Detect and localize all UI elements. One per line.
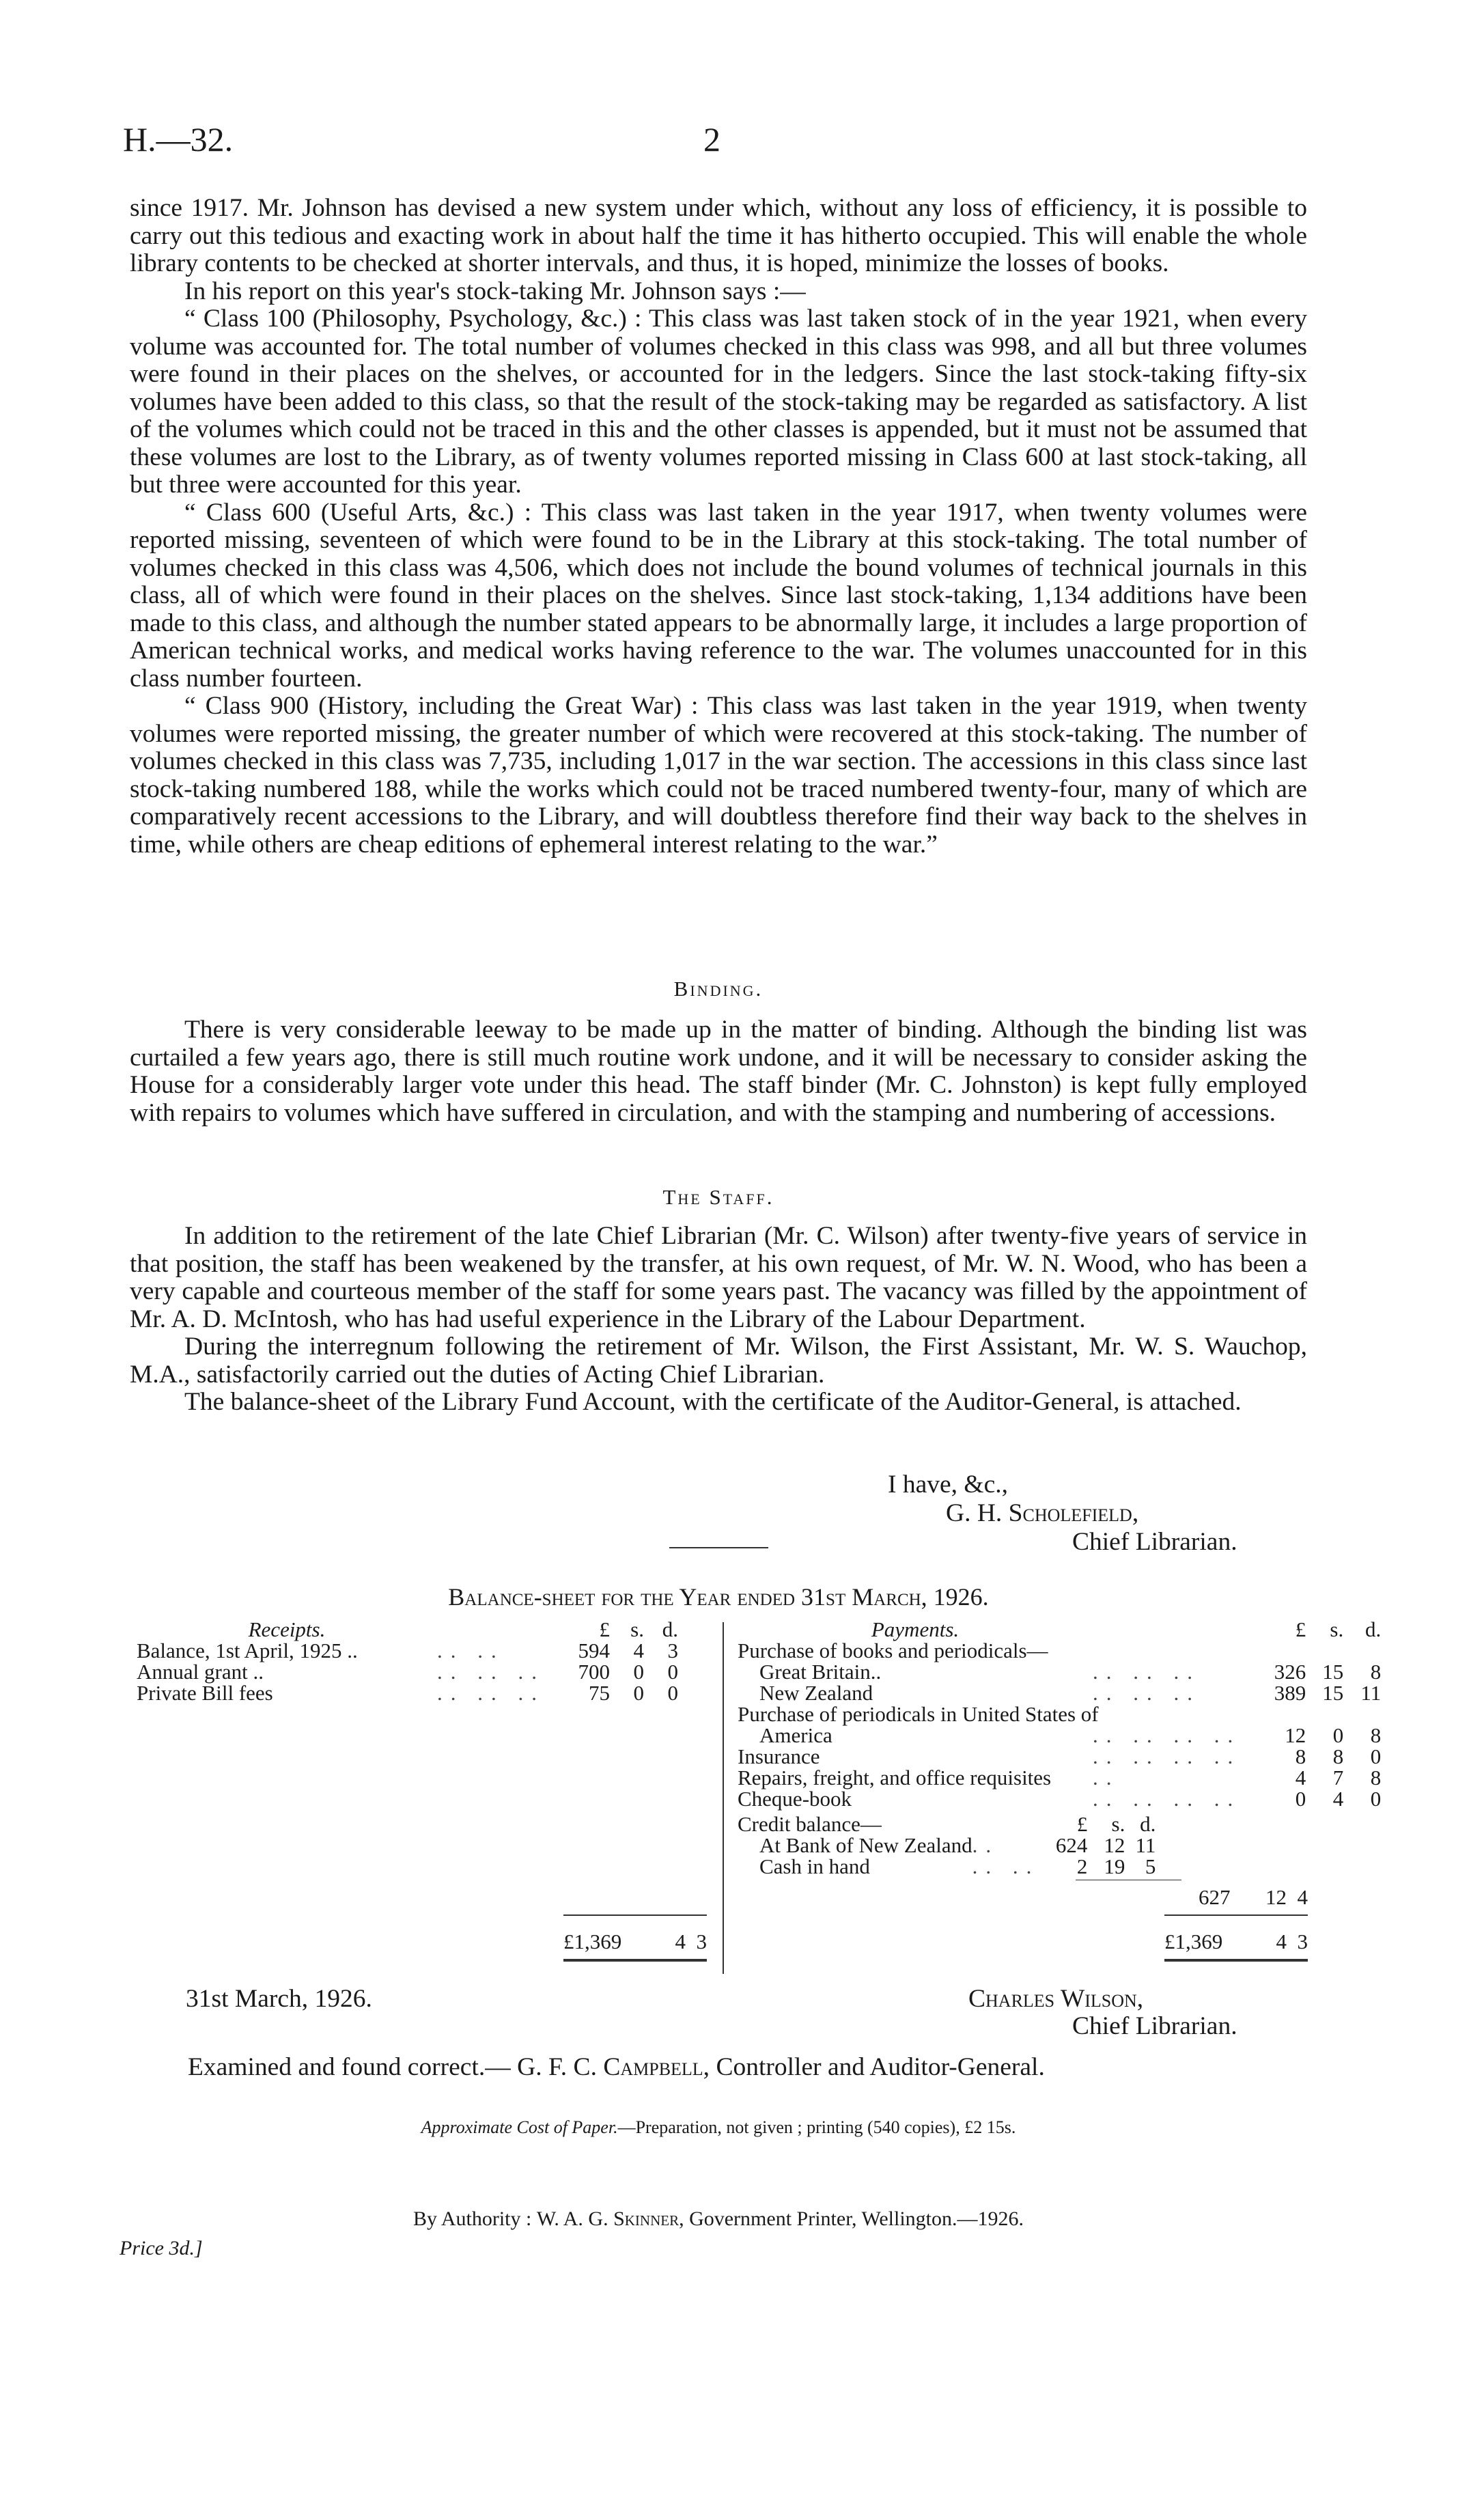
paragraph: During the interregnum following the retirement of Mr. Wilson, the First Assistant, Mr. W. S. Wauchop, M.A., satisfactorily carried out the duties of Acting Chief Librarian. (130, 1333, 1307, 1389)
signature-name: G. H. Scholefield, (946, 1499, 1139, 1527)
paragraph: The balance-sheet of the Library Fund Account, with the certificate of the Auditor-General, is attached. (184, 1388, 1242, 1416)
table-row: New Zealand .. .. .. 389 15 11 (759, 1681, 1382, 1705)
page-number: 2 (703, 120, 720, 158)
payments-total-rule (1164, 1914, 1308, 1916)
table-row: Great Britain.. .. .. .. 326 15 8 (759, 1660, 1382, 1684)
binding-heading: Binding. (673, 977, 764, 1001)
date-line: 31st March, 1926. (186, 1985, 372, 2013)
credit-balance-total: 627 12 4 (1199, 1885, 1308, 1909)
payments-header: Payments. (871, 1617, 960, 1641)
table-row: Cash in hand .. .. 2 19 5 (759, 1854, 1156, 1878)
column-divider (723, 1622, 724, 1974)
table-row: At Bank of New Zealand .. 624 12 11 (759, 1833, 1156, 1857)
receipts-double-rule (563, 1959, 707, 1962)
col-shillings: s. (630, 1617, 644, 1641)
payments-double-rule (1164, 1959, 1308, 1962)
col-pounds: £ (599, 1617, 610, 1641)
table-row: Credit balance— £ s. d. (738, 1812, 1156, 1836)
document-reference: H.—32. (123, 120, 234, 158)
table-row: Annual grant .. .. .. .. 700 0 0 (137, 1660, 678, 1684)
paragraph: “ Class 900 (History, including the Great War) : This class was last taken in the year 1919, when twenty volumes were reported missing, the greater number of which were recovered at this stock-taking. The number of volumes checked in this class was 7,735, including 1,017 in the war section. The accessions in this class since last stock-taking numbered 188, while the works which could not be traced numbered twenty-four, many of which are comparatively recent accessions to the Library, and will doubtless therefore find their way back to the shelves in time, while others are cheap editions of ephemeral interest relating to the war.” (130, 692, 1307, 859)
receipts-total: £1,369 4 3 (563, 1930, 707, 1953)
signature-name: Charles Wilson, (968, 1985, 1144, 2013)
payments-table: Payments. £ s. d. Purchase of books and periodicals— Great Britain.. .. .. .. 326 15 8 New Zealand .. .. .. 389 15 11 Purchase of periodicals in United States of America .. .. .. .. 12 0 8 Insurance .. .. .. .. 8 8 0 Repairs, freight, and office requisites .. 4 7 8 Cheque-book .. .. .. .. 0 4 0 (738, 1617, 1382, 1811)
signature-title: Chief Librarian. (1072, 2012, 1237, 2040)
paragraph: In addition to the retirement of the late Chief Librarian (Mr. C. Wilson) after twenty-five years of service in that position, the staff has been weakened by the transfer, at his own request, of Mr. W. N. Wood, who has been a very capable and courteous member of the staff for some years past. The vacancy was filled by the appointment of Mr. A. D. McIntosh, who has had useful experience in the Library of the Labour Department. (130, 1222, 1307, 1333)
receipts-header: Receipts. (248, 1617, 326, 1641)
cost-of-paper: Approximate Cost of Paper.—Preparation, not given ; printing (540 copies), £2 15s. (421, 2117, 1016, 2137)
signature-closing: I have, &c., (888, 1471, 1008, 1499)
table-row: Balance, 1st April, 1925 .. .. .. 594 4 3 (137, 1639, 678, 1662)
col-pence: d. (662, 1617, 678, 1641)
payments-total: £1,369 4 3 (1164, 1930, 1308, 1953)
staff-section (130, 1223, 1307, 1417)
printer-authority: By Authority : W. A. G. Skinner, Government Printer, Wellington.—1926. (412, 2208, 1024, 2230)
table-row: Cheque-book .. .. .. .. 0 4 0 (738, 1787, 1382, 1811)
auditor-certificate: Examined and found correct.— G. F. C. Campbell, Controller and Auditor-General. (188, 2053, 1045, 2081)
divider (669, 1547, 768, 1548)
receipts-total-rule (563, 1914, 707, 1916)
signature-title: Chief Librarian. (1072, 1528, 1237, 1556)
table-row: Repairs, freight, and office requisites .. 4 7 8 (738, 1766, 1382, 1789)
table-row: Private Bill fees .. .. .. 75 0 0 (137, 1681, 678, 1705)
balance-sheet-title: Balance-sheet for the Year ended 31st March, 1926. (448, 1583, 989, 1611)
credit-balance-block (738, 1813, 1156, 1877)
binding-section (130, 1016, 1307, 1127)
table-row: Purchase of books and periodicals— (738, 1639, 1048, 1662)
paragraph: There is very considerable leeway to be made up in the matter of binding. Although the binding list was curtailed a few years ago, there is still much routine work undone, and it will be necessary to consider asking the House for a considerably larger vote under this head. The staff binder (Mr. C. Johnston) is kept fully employed with repairs to volumes which have suffered in circulation, and with the stamping and numbering of accessions. (130, 1016, 1307, 1127)
table-row: Insurance .. .. .. .. 8 8 0 (738, 1744, 1382, 1768)
staff-heading: The Staff. (662, 1185, 774, 1209)
receipts-table (137, 1619, 678, 1703)
paragraph: “ Class 100 (Philosophy, Psychology, &c.) : This class was last taken stock of in the year 1921, when every volume was accounted for. The total number of volumes checked in this class was 998, and all but three volumes were found in their places on the shelves, or accounted for in the ledgers. Since the last stock-taking fifty-six volumes have been added to this class, so that the result of the stock-taking may be regarded as satisfactory. A list of the volumes which could not be traced in this and the other classes is appended, but it must not be assumed that these volumes are lost to the Library, as of twenty volumes reported missing in Class 600 at last stock-taking, all but three were accounted for this year. (130, 305, 1307, 499)
price: Price 3d.] (120, 2237, 203, 2259)
paragraph: In his report on this year's stock-taking Mr. Johnson says :— (184, 277, 806, 305)
table-row: America .. .. .. .. 12 0 8 (759, 1723, 1382, 1747)
report-body (130, 195, 1307, 859)
paragraph: “ Class 600 (Useful Arts, &c.) : This class was last taken in the year 1917, when twenty volumes were reported missing, seventeen of which were found to be in the Library at this stock-taking. The total number of volumes checked in this class was 4,506, which does not include the bound volumes of technical journals in this class, all of which were found in their places on the shelves. Since last stock-taking, 1,134 additions have been made to this class, and although the number stated appears to be abnormally large, it includes a large proportion of American technical works, and medical works having reference to the war. The volumes unaccounted for in this class number fourteen. (130, 498, 1307, 693)
paragraph: since 1917. Mr. Johnson has devised a new system under which, without any loss of efficiency, it is possible to carry out this tedious and exacting work in about half the time it has hitherto occupied. This will enable the whole library contents to be checked at shorter intervals, and thus, it is hoped, minimize the losses of books. (130, 194, 1307, 277)
table-row: Purchase of periodicals in United States of (738, 1702, 1099, 1726)
